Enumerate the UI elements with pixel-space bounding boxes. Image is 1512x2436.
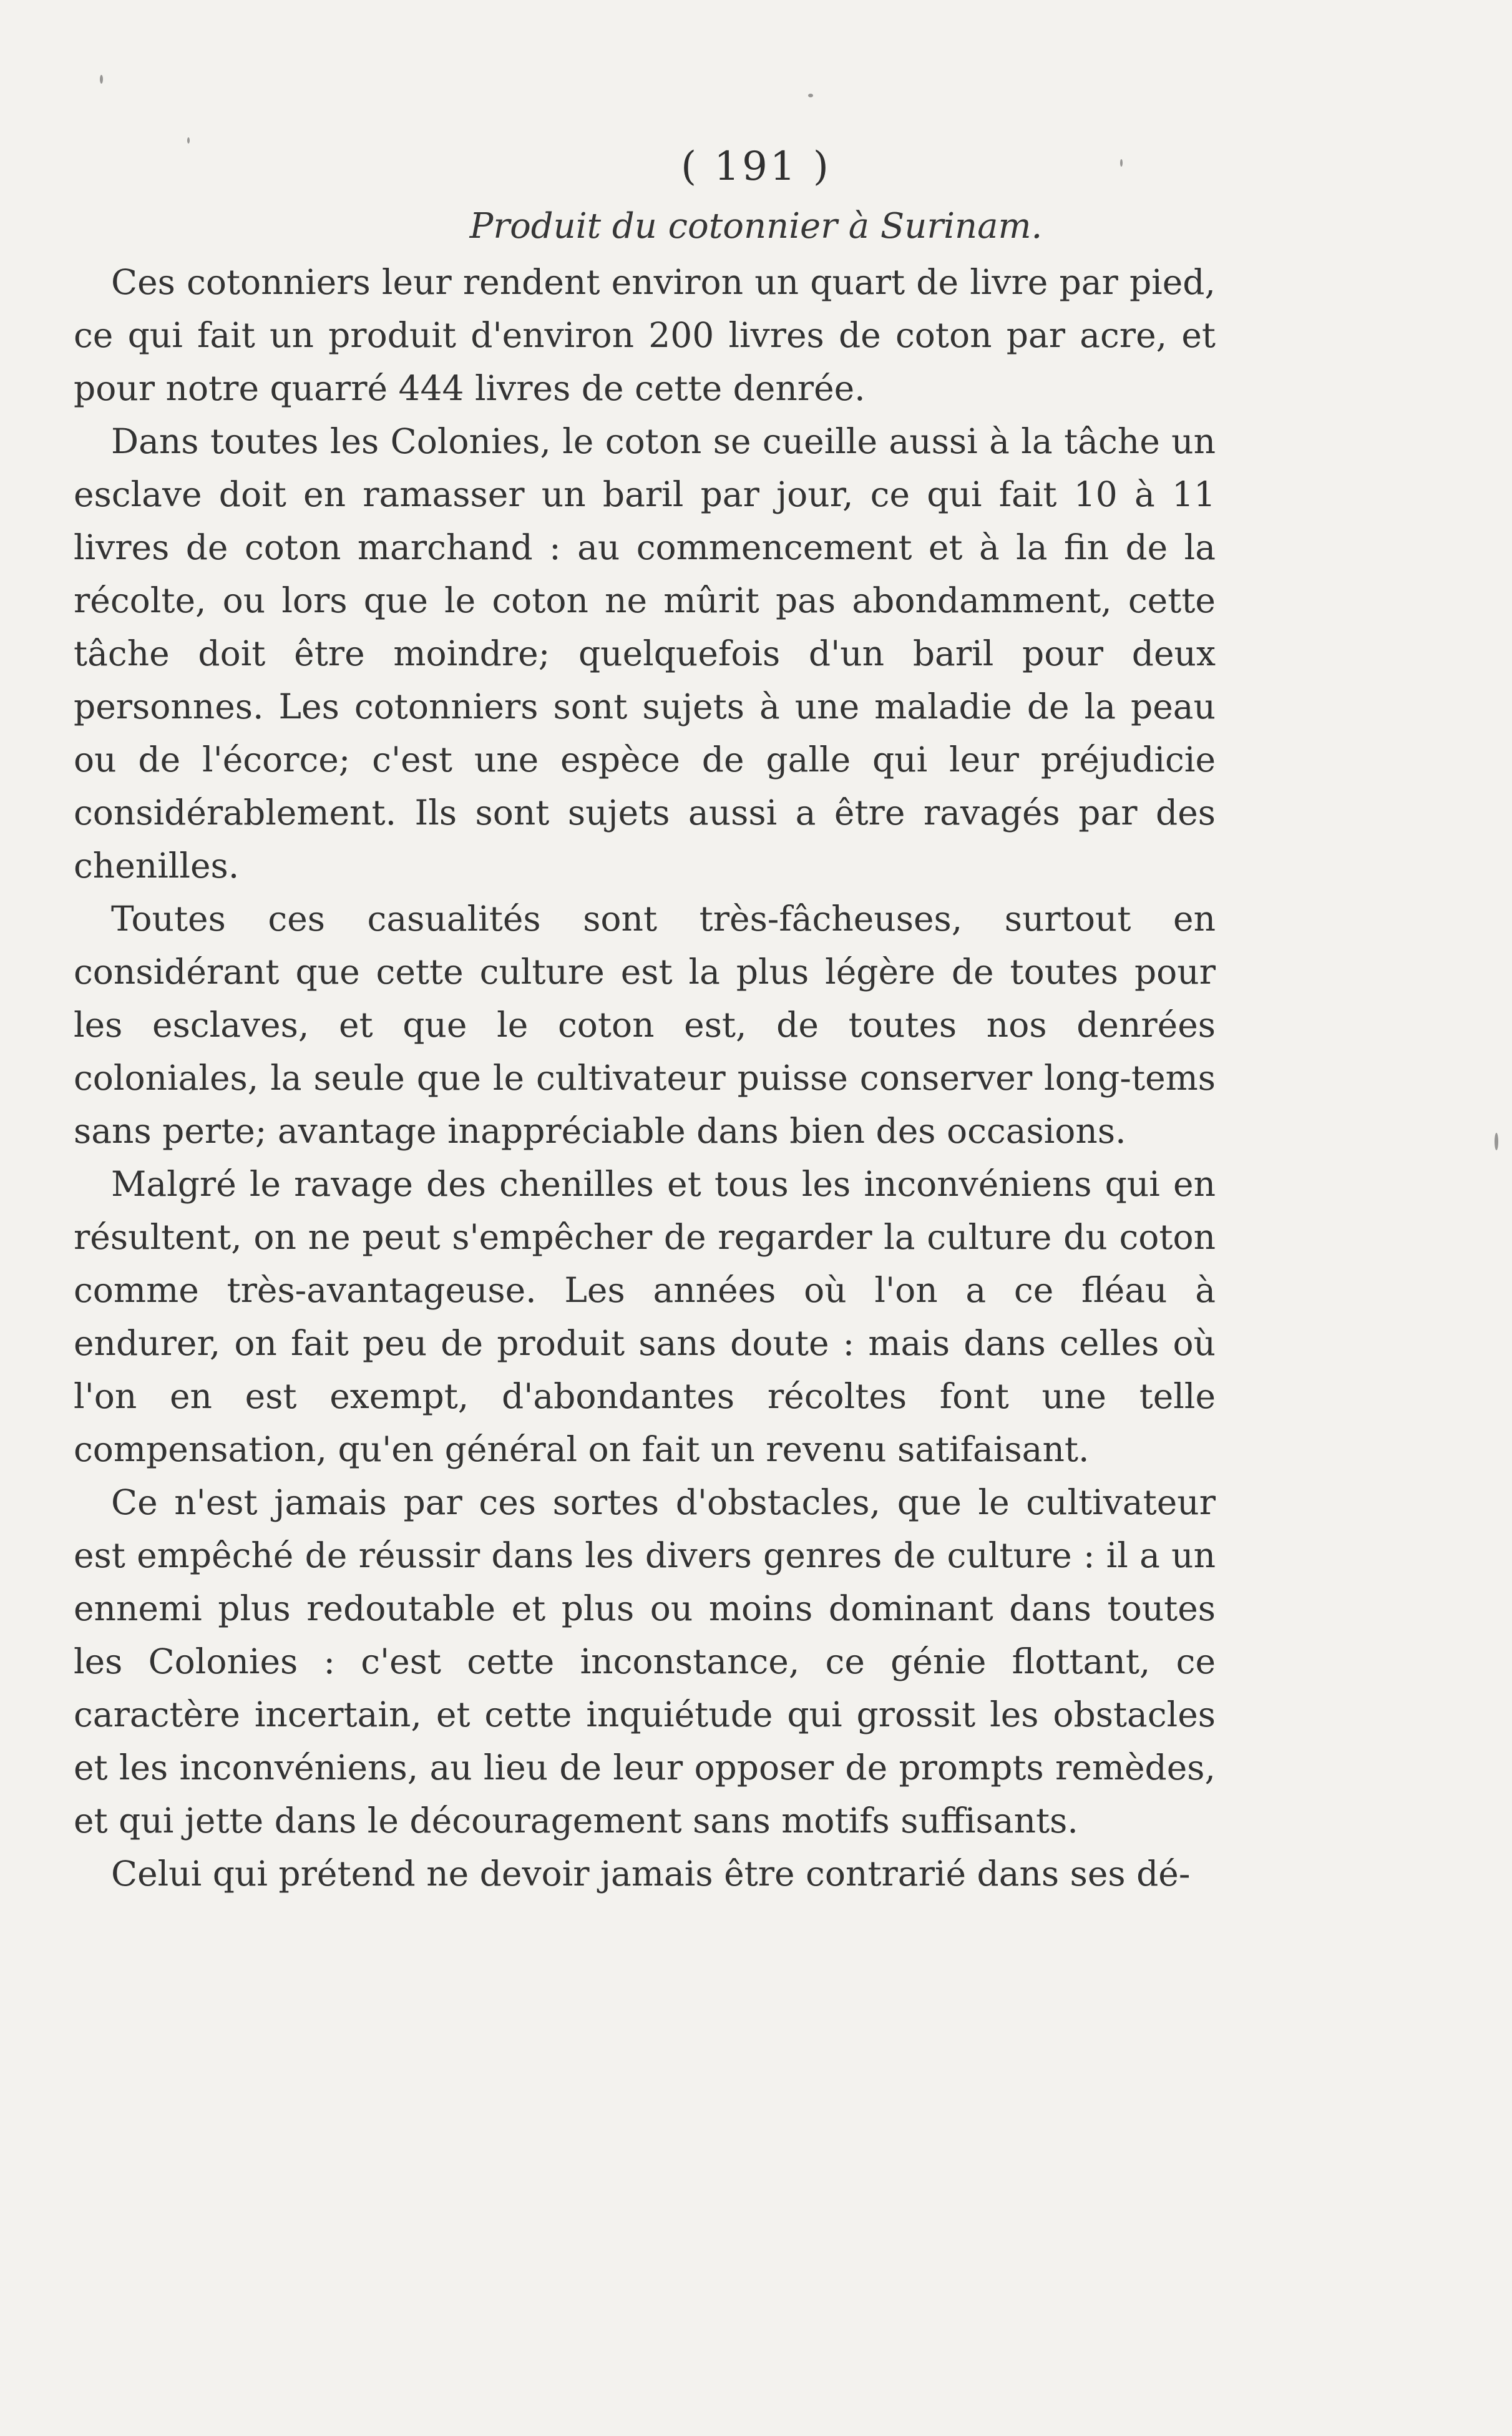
paragraph-5: Ce n'est jamais par ces sortes d'obstacles, que le cultivateur est empêché de réussir dans les divers genres de culture : il a un ennemi plus redoutable et plus ou moins dominant dans toutes les Colonies : c'est cette inconstance, ce génie flottant, ce caractère incertain, et cette inquiétude qui grossit les obstacles et les inconvéniens, au lieu de leur opposer de prompts remèdes, et qui jette dans le découragement sans motifs suffisants. [74,1482,1216,1841]
paragraph-6: Celui qui prétend ne devoir jamais être contrarié dans ses dé- [111,1854,1191,1894]
paper-speck [1120,159,1123,167]
paragraph-1: Ces cotonniers leur rendent environ un quart de livre par pied, ce qui fait un produit d'environ 200 livres de coton par acre, et pour notre quarré 444 livres de cette denrée. [74,262,1216,408]
paragraph-3: Toutes ces casualités sont très-fâcheuses, surtout en considérant que cette culture est la plus légère de toutes pour les esclaves, et que le coton est, de toutes nos denrées coloniales, la seule que le cultivateur puisse conserver long-tems sans perte; avantage inappréciable dans bien des occasions. [74,899,1216,1151]
paragraph-2: Dans toutes les Colonies, le coton se cueille aussi à la tâche un esclave doit en ramasser un baril par jour, ce qui fait 10 à 11 livres de coton marchand : au commencement et à la fin de la récolte, ou lors que le coton ne mûrit pas abondamment, cette tâche doit être moindre; quelquefois d'un baril pour deux personnes. Les cotonniers sont sujets à une maladie de la peau ou de l'écorce; c'est une espèce de galle qui leur préjudicie considérablement. Ils sont sujets aussi a être ravagés par des chenilles. [74,421,1216,886]
body-text [74,256,1216,1900]
paragraph-4: Malgré le ravage des chenilles et tous les inconvéniens qui en résultent, on ne peut s'empêcher de regarder la culture du coton comme très-avantageuse. Les années où l'on a ce fléau à endurer, on fait peu de produit sans doute : mais dans celles où l'on en est exempt, d'abondantes récoltes font une telle compensation, qu'en général on fait un revenu satifaisant. [74,1164,1216,1469]
paper-speck [100,75,103,84]
page-number: ( 191 ) [681,144,831,190]
paper-speck [187,137,190,144]
paper-speck [1495,1133,1498,1150]
running-title: Produit du cotonnier à Surinam. [469,206,1043,247]
paper-speck [808,94,813,97]
